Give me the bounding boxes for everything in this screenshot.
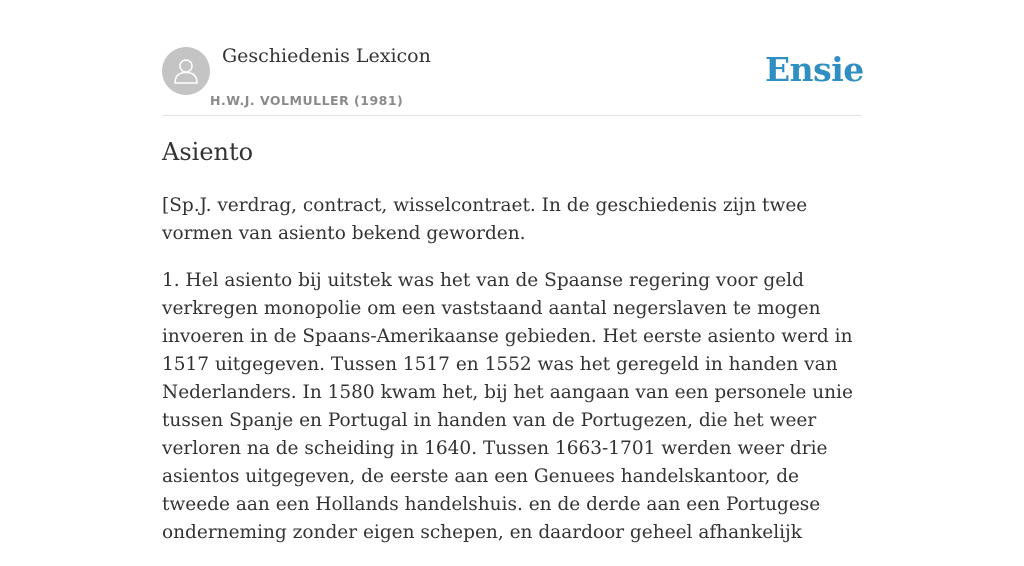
book-author[interactable]: H.W.J. VOLMULLER (1981) [210, 93, 404, 108]
header-divider [162, 115, 862, 116]
entry-paragraph: [Sp.J. verdrag, contract, wisselcontraet. In de geschiedenis zijn twee vormen van asiento bekend geworden. [162, 195, 808, 244]
brand-logo[interactable]: Ensie [765, 50, 864, 89]
user-icon [171, 56, 201, 86]
book-title[interactable]: Geschiedenis Lexicon [222, 45, 431, 67]
entry-title: Asiento [162, 138, 254, 166]
avatar[interactable] [162, 47, 210, 95]
entry-content [162, 192, 872, 566]
entry-paragraph: 1. Hel asiento bij uitstek was het van de Spaanse regering voor geld verkregen monopolie om een vaststaand aantal negerslaven te mogen invoeren in de Spaans-Amerikaanse gebieden. Het eerste asiento werd in 1517 uitgegeven. Tussen 1517 en 1552 was het geregeld in handen van Nederlanders. In 1580 kwam het, bij het aangaan van een personele unie tussen Spanje en Portugal in handen van de Portugezen, die het weer verloren na de scheiding in 1640. Tussen 1663-1701 werden weer drie asientos uitgegeven, de eerste aan een Genuees handelskantoor, de tweede aan een Hollands handelshuis. en de derde aan een Portugese onderneming zonder eigen schepen, en daardoor geheel afhankelijk [162, 270, 853, 543]
